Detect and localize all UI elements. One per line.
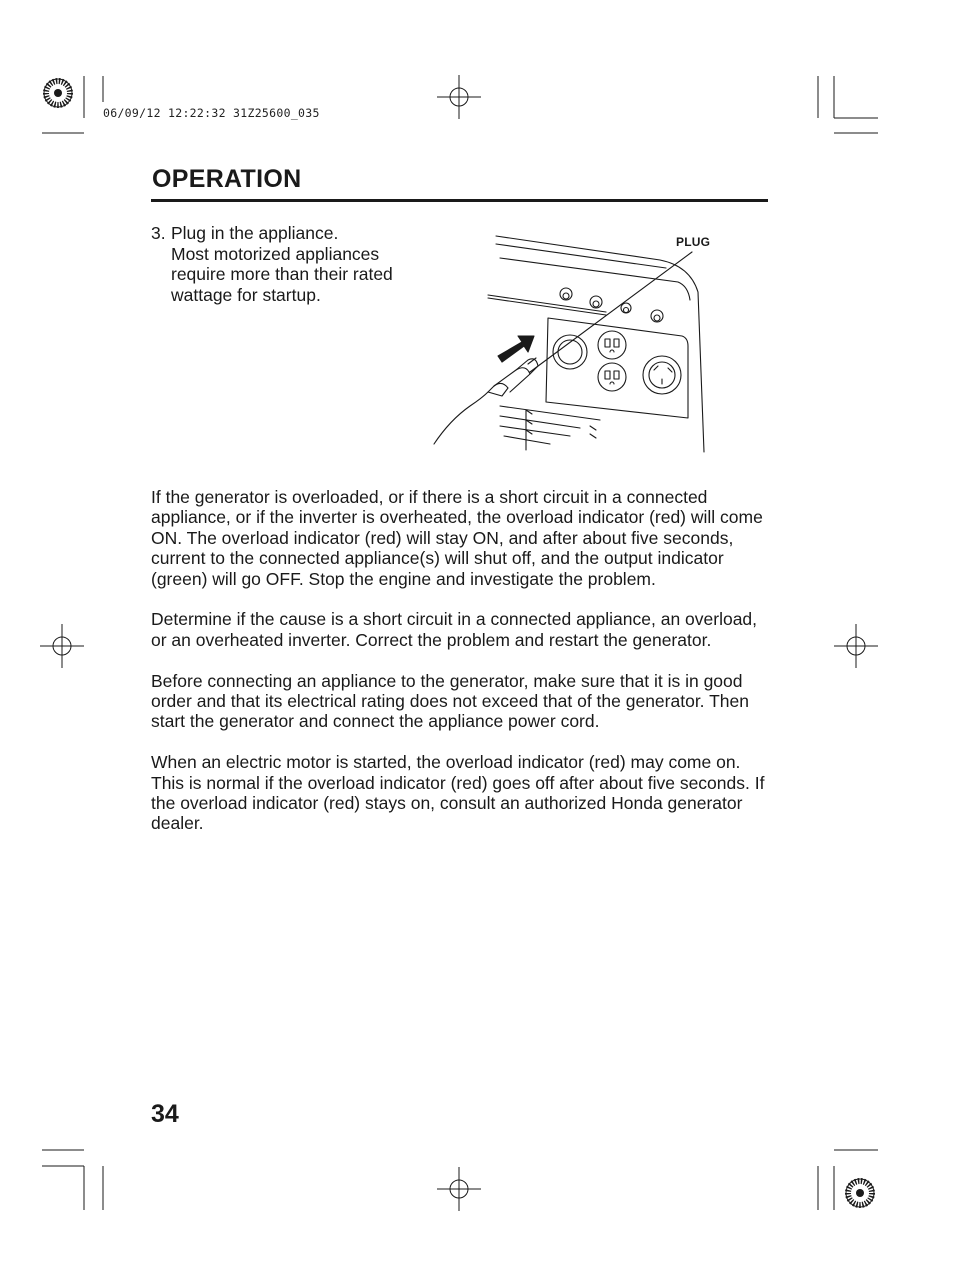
page-number: 34	[151, 1100, 179, 1128]
title-rule	[151, 199, 768, 202]
step-text	[171, 223, 451, 305]
starburst-target-top-left	[44, 79, 72, 107]
print-timestamp: 06/09/12 12:22:32 31Z25600_035	[103, 106, 320, 120]
paragraph-before-connecting: Before connecting an appliance to the generator, make sure that it is in good order and that its electrical rating does not exceed that of the generator. Then start the generator and connect the appliance power cord.	[151, 670, 749, 732]
plug-callout-label: PLUG	[676, 235, 711, 249]
step-line: wattage for startup.	[171, 284, 321, 305]
starburst-target-bottom-right	[846, 1179, 874, 1207]
step-number: 3.	[151, 223, 166, 243]
generator-plug-illustration	[430, 230, 720, 460]
paragraph-determine-cause: Determine if the cause is a short circuit in a connected appliance, an overload, or an overheated inverter. Correct the problem and restart the generator.	[151, 609, 758, 650]
step-line: require more than their rated	[171, 264, 393, 284]
paragraph-overload: If the generator is overloaded, or if there is a short circuit in a connected appliance, or if the inverter is overheated, the overload indicator (red) will come ON. The overload indicator (red) will stay ON, and after about five seconds, current to the connected appliance(s) will shut off, and the output indicator (green) will go OFF. Stop the engine and investigate the problem.	[151, 487, 763, 589]
paragraph-electric-motor: When an electric motor is started, the overload indicator (red) may come on. This is normal if the overload indicator (red) goes off after about five seconds. If the overload indicator (red) stays on, consult an authorized Honda generator dealer.	[151, 752, 765, 834]
step-line: Plug in the appliance.	[171, 223, 339, 243]
body-text	[151, 487, 771, 854]
section-title: OPERATION	[152, 165, 302, 193]
step-3	[151, 223, 451, 305]
step-line: Most motorized appliances	[171, 243, 380, 264]
